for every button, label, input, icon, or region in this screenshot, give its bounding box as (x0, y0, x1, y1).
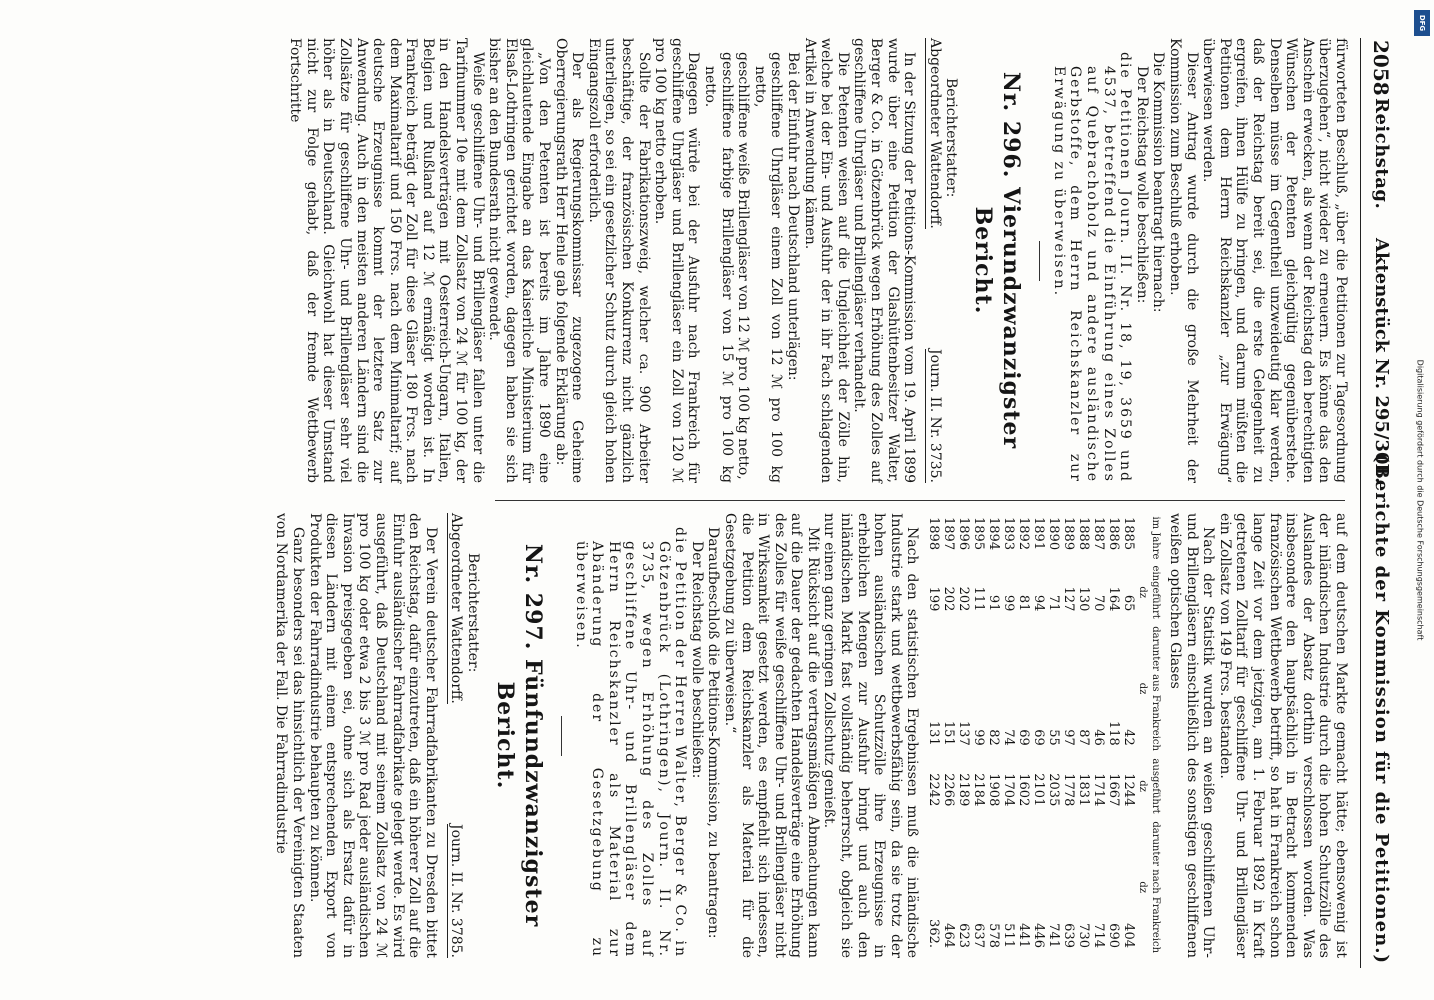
paragraph: „Von den Petenten ist bereits im Jahre 1890 eine gleichlautende Eingabe an das Kaiserliche Ministerium für Elsaß-Lothringen gerichtet worden, dagegen haben sie sich bisher an den Bundesrath nicht gewendet. (486, 38, 553, 483)
table-cell: 1898 (926, 517, 942, 551)
table-cell: 639 (1061, 923, 1077, 948)
table-cell: 74 (1001, 729, 1017, 746)
paragraph: In der Sitzung der Petitions-Kommission vom 19. April 1899 wurde über eine Petition der Glashüttenbesitzer Walter, Berger & Co. in Götzenbrück wegen Erhöhung des Zolles auf geschliffene Uhrgläser und Brillengläser verhandelt. (851, 38, 918, 483)
journal-number: Journ. II. Nr. 3735. (926, 348, 943, 483)
table-cell: 2189 (956, 773, 972, 807)
table-cell: 741 (1046, 923, 1062, 948)
motion-text: die Petitionen Journ. II. Nr. 18, 19, 3659 und 4537, betreffend die Einführung eines Zolles auf Quebrachoholz und andere ausländische Gerbstoffe, dem Herrn Reichskanzler zur Erwägung zu überweisen. (1050, 52, 1134, 483)
table-cell: 511 (1001, 923, 1017, 948)
table-row (971, 513, 986, 958)
table-cell: 2184 (971, 773, 987, 807)
list-item: geschliffene Uhrgläser einem Zoll von 12 ℳ pro 100 kg netto, (751, 52, 785, 483)
paragraph: Bei der Einfuhr nach Deutschland unterlägen: (784, 52, 801, 381)
table-cell: 1892 (1016, 517, 1032, 551)
separator (1039, 241, 1040, 281)
separator (561, 716, 562, 756)
running-title: Reichstag. (1371, 98, 1392, 210)
table-cell: 82 (986, 729, 1002, 746)
unit-label: dz (1137, 881, 1149, 894)
table-cell: 199 (926, 586, 942, 612)
table-cell: 2266 (941, 773, 957, 807)
table-cell: 1890 (1046, 517, 1062, 551)
paragraph: Der Reichstag wolle beschließen: (1133, 66, 1150, 304)
paragraph: Daraufbeschloß die Petitions-Kommission, zu beantragen: (705, 527, 722, 939)
table-cell: 578 (986, 923, 1002, 948)
paragraph: Der als Regierungskommissar zugezogene Geheime Oberregierungsrath Herr Henle gab folgende Erklärung ab: (552, 38, 586, 483)
table-cell: 97 (1061, 729, 1077, 746)
page-number: 2058 (1369, 40, 1393, 96)
right-column (273, 513, 1349, 958)
reporter-label: Berichterstatter: (465, 553, 481, 673)
page-header (1360, 38, 1395, 968)
unit-label (1136, 513, 1149, 563)
table-cell: 2242 (926, 773, 942, 807)
motion-text: die Petition der Herren Walter, Berger & Co. in Götzenbrück (Lothringen), Journ. II. Nr. 3735, wegen Erhöhung des Zolles auf geschliffene Uhr- und Brillengläser dem Herrn Reichskanzler als Material zur Abänderung der Gesetzgebung zu überweisen. (572, 527, 689, 958)
table-row (1031, 513, 1046, 958)
table-cell: 151 (941, 720, 957, 746)
page-content (35, 38, 1395, 968)
table-cell: 730 (1076, 923, 1092, 948)
table-cell: 1667 (1106, 773, 1122, 807)
reporter-line (447, 513, 465, 958)
table-cell: 1885 (1121, 517, 1137, 551)
table-cell: 42 (1121, 729, 1137, 746)
paragraph: auf dem deutschen Markte gemacht hätte; ebensowenig ist der inländischen Industrie durch die hohen Schutzzölle des Auslandes der Absatz dorthin verschlossen worden. Was insbesondere den hauptsächlich in Betracht kommenden französischen Wettbewerb betrifft, so hat in Frankreich schon lange Zeit vor dem jetzigen, am 1. Februar 1892 in Kraft getretenen Zolltarif für geschliffene Uhr- und Brillengläser ein Zollsatz von 149 Frcs. bestanden. (1216, 513, 1349, 958)
table-cell: 1895 (971, 517, 987, 551)
table-row (1106, 513, 1121, 958)
table-row (1091, 513, 1106, 958)
reporter-name: Abgeordneter Wattendorff. (926, 38, 943, 229)
table-cell: 1896 (956, 517, 972, 551)
table-cell: 1244 (1121, 773, 1137, 807)
reporter-line (925, 38, 943, 483)
column-header: darunter nach Frankreich (1150, 821, 1162, 954)
table-cell: 1894 (986, 517, 1002, 551)
table-cell: 127 (1061, 586, 1077, 612)
table-cell: 464 (941, 923, 957, 948)
table-cell: 690 (1106, 923, 1122, 948)
digitization-credit: Digitalisierung gefördert durch die Deutsche Forschungsgemeinschaft (1415, 359, 1425, 641)
table-cell: 1893 (1001, 517, 1017, 551)
table-row (986, 513, 1001, 958)
table-cell: 131 (926, 720, 942, 746)
table-cell: 111 (971, 586, 987, 612)
table-cell: 69 (1031, 729, 1047, 746)
table-cell: 1886 (1106, 517, 1122, 551)
section-heading-297: Nr. 297. Fünfundzwanzigster Bericht. (492, 543, 546, 928)
table-cell: 202 (941, 586, 957, 612)
column-divider (495, 500, 1345, 501)
table-cell: 87 (1076, 729, 1092, 746)
paragraph: Der Reichstag wolle beschließen: (688, 541, 705, 779)
table-cell: 1891 (1031, 517, 1047, 551)
list-item: geschliffene weiße Brillengläser von 12 ℳ pro 100 kg netto, (735, 52, 752, 480)
table-row (1046, 513, 1061, 958)
table-row (1076, 513, 1091, 958)
paragraph: Die Kommission beantragt hiernach: (1150, 52, 1167, 313)
paragraph: Sollte der Fabrikationszweig, welcher ca. 900 Arbeiter beschäftige, der französischen Konkurrenz nicht gänzlich unterliegen, so sei ein gesetzlicher Schutz durch gleich hohen Eingangszoll erforderlich. (585, 38, 652, 483)
document-title: Aktenstück Nr. 295/301. (1371, 238, 1392, 484)
table-cell: 99 (971, 729, 987, 746)
table-cell: 2035 (1046, 773, 1062, 807)
column-header: ausgeführt (1150, 758, 1162, 814)
table-cell: 1602 (1016, 773, 1032, 807)
table-cell: 1887 (1091, 517, 1107, 551)
table-cell: 1831 (1076, 773, 1092, 807)
paragraph: Ganz besonders sei das hinsichtlich der Vereinigten Staaten von Nordamerika der Fall. Die Fahrradindustrie (273, 513, 307, 958)
reporter-name: Abgeordneter Wattendorff. (448, 513, 465, 704)
table-cell: 1908 (986, 773, 1002, 807)
table-cell: 99 (1001, 594, 1017, 612)
table-cell: 404 (1121, 923, 1137, 948)
section-subtitle: (Berichte der Kommission für die Petitionen.) (1371, 454, 1392, 964)
table-cell: 202 (956, 586, 972, 612)
journal-number: Journ. II. Nr. 3785. (448, 823, 465, 958)
table-cell: 91 (986, 594, 1002, 612)
table-cell: 1714 (1091, 773, 1107, 807)
unit-label: dz (1137, 682, 1149, 695)
paragraph: Nach der Statistik wurden an weißen geschliffenen Uhr- und Brillengläsern einschließlich des sonstigen geschliffenen weißen optischen Glases (1167, 513, 1217, 958)
table-cell: 71 (1046, 594, 1062, 612)
unit-label: dz (1137, 780, 1149, 792)
dfg-logo-text: DFG (1418, 14, 1426, 32)
table-cell: 69 (1016, 729, 1032, 746)
dfg-logo (1414, 10, 1430, 36)
column-header: im Jahre (1150, 516, 1162, 560)
table-row (1061, 513, 1076, 958)
table-cell: 55 (1046, 729, 1062, 746)
table-cell: 714 (1091, 923, 1107, 948)
paragraph: Weiße geschliffene Uhr- und Brillengläser fallen unter die Tarifnummer 10e mit dem Zollsatz von 24 ℳ für 100 kg, der in den Handelsverträgen mit Oesterreich-Ungarn, Italien, Belgien und Rußland auf 12 ℳ ermäßigt worden ist. In Frankreich beträgt der Zoll für diese Gläser 180 Frcs. nach dem Maximaltarif und 150 Frcs. nach dem Minimaltarif; auf deutsche Erzeugnisse kommt der letztere Satz zur Anwendung. Auch in den meisten anderen Ländern sind die Zollsätze für geschliffene Uhr- und Brillengläser sehr viel höher als in Deutschland. Gleichwohl hat dieser Umstand nicht zur Folge gehabt, daß der fremde Wettbewerb Fortschritte (287, 38, 486, 483)
table-row (941, 513, 956, 958)
paragraph: fürworteten Beschluß, „über die Petitionen zur Tagesordnung überzugehen“, nicht wieder zu erneuern. Es könne das den Anschein erwecken, als wenn der Reichstag den berechtigten Wünschen der Petenten gleichgültig gegenüberstehe. Denselben müsse im Gegentheil unzweideutig klar werden, daß der Reichstag bereit sei, die erste Gelegenheit zu ergreifen, ihnen Hülfe zu bringen, und darum müßten die Petitionen dem Herrn Reichskanzler „zur Erwägung“ überwiesen werden. (1200, 38, 1349, 483)
left-column (287, 38, 1349, 483)
table-cell: 94 (1031, 594, 1047, 612)
statistics-table (926, 513, 1162, 958)
table-cell: 2101 (1031, 773, 1047, 807)
table-cell: 130 (1076, 586, 1092, 612)
table-cell: 637 (971, 923, 987, 948)
section-heading-296: Nr. 296. Vierundzwanzigster Bericht. (970, 71, 1025, 450)
table-row (1016, 513, 1031, 958)
table-cell: 65 (1121, 594, 1137, 612)
reporter-label: Berichterstatter: (943, 78, 960, 198)
table-cell: 1897 (941, 517, 957, 551)
table-cell: 164 (1106, 586, 1122, 612)
table-cell: 46 (1091, 729, 1107, 746)
table-cell: 137 (956, 720, 972, 746)
table-cell: 623 (956, 923, 972, 948)
paragraph: Dieser Antrag wurde durch die große Mehrheit der Kommission zum Beschluß erhoben. (1167, 38, 1200, 483)
unit-label: dz (1137, 586, 1149, 598)
table-body (926, 513, 1136, 958)
table-header-row (1149, 513, 1162, 958)
paragraph: Dagegen würde bei der Ausfuhr nach Frankreich für geschliffene Uhrgläser und Brillengläser ein Zoll von 120 ℳ pro 100 kg netto erhoben. (652, 38, 702, 483)
paragraph: Die Petenten weisen auf die Ungleichheit der Zölle hin, welche bei der Ein- und Ausfuhr der in ihr Fach schlagenden Artikel in Anwendung kämen. (801, 38, 851, 483)
table-cell: 1888 (1076, 517, 1092, 551)
column-header: darunter aus Frankreich (1150, 626, 1162, 751)
table-cell: 118 (1106, 720, 1122, 746)
table-cell: 81 (1016, 594, 1032, 612)
table-units-row (1136, 513, 1149, 958)
table-row (1121, 513, 1136, 958)
table-row (926, 513, 941, 958)
column-header: eingeführt (1150, 565, 1162, 619)
table-cell: 70 (1091, 594, 1107, 612)
table-row (956, 513, 971, 958)
table-cell: 1778 (1061, 773, 1077, 807)
paragraph: Mit Rücksicht auf die vertragsmäßigen Abmachungen kann auf die Dauer der gedachten Handelsverträge eine Erhöhung des Zolles für weiße geschliffene Uhr- und Brillengläser nicht in Wirksamkeit gesetzt werden, es empfiehlt sich indessen, die Petition dem Reichskanzler als Material für die Gesetzgebung zu überweisen.“ (721, 513, 821, 958)
table-row (1001, 513, 1016, 958)
table-cell: 446 (1031, 923, 1047, 948)
table-cell: 1889 (1061, 517, 1077, 551)
paragraph: Der Verein deutscher Fahrradfabrikanten zu Dresden bittet den Reichstag, dafür einzutreten, daß ein höherer Zoll auf die Einfuhr ausländischer Fahrradfabrikate gelegt werde. Es wird ausgeführt, daß Deutschland mit seinem Zollsatz von 24 ℳ pro 100 kg oder etwa 2 bis 3 ℳ pro Rad jeder ausländischen Invasion preisgegeben sei, ohne sich als Ersatz dafür in diesen Ländern mit einem entsprechenden Export von Produkten der Fahrradindustrie behaupten zu können. (306, 513, 439, 958)
table-cell: 441 (1016, 923, 1032, 948)
paragraph: Nach den statistischen Ergebnissen muß die inländische Industrie stark und wettbewerbsfähig sein, da sie trotz der hohen ausländischen Schutzzölle ihre Erzeugnisse in erheblichen Mengen zur Ausfuhr bringt und auch den inländischen Markt fast vollständig beherrscht, obgleich sie nur einen ganz geringen Zollschutz genießt. (821, 513, 921, 958)
list-item: geschliffene farbige Brillengläser von 15 ℳ pro 100 kg netto. (702, 52, 735, 483)
table-cell: 362. (926, 919, 942, 948)
table-cell: 1704 (1001, 773, 1017, 807)
